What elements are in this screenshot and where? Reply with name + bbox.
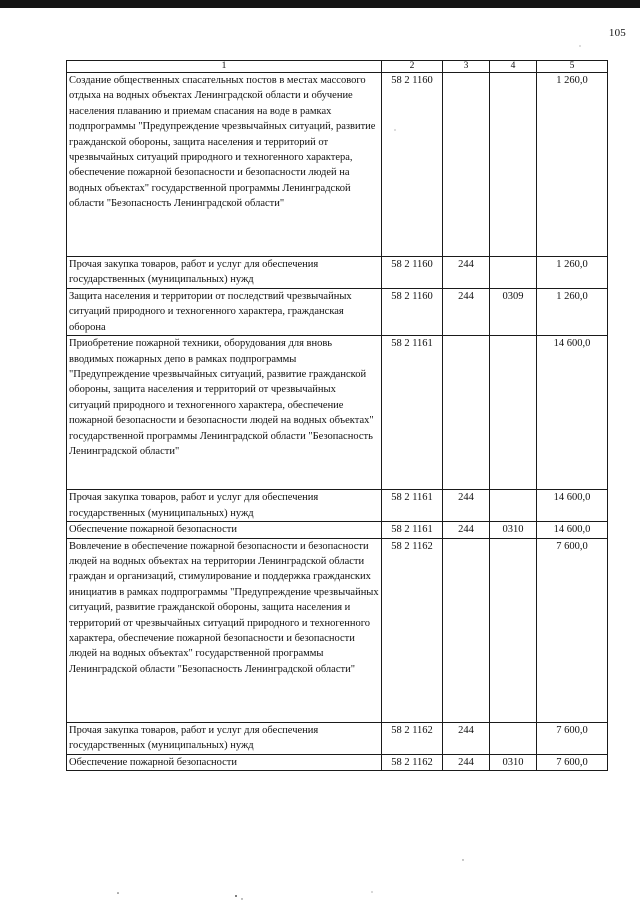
amount-value: 7 600,0 (537, 722, 608, 754)
row-description: Приобретение пожарной техники, оборудования для вновь вводимых пожарных депо в рамках подпрограммы "Предупреждение чрезвычайных ситуаций, развитие гражданской обороны, защита населения и территорий от чрезвычайных ситуаций природного и техногенного характера, обеспечение пожарной безопасности и безопасности людей на водных объектах" государственной программы Ленинградской области "Безопасность Ленинградской области" (67, 336, 382, 490)
section-code: 0310 (490, 754, 537, 770)
row-description: Прочая закупка товаров, работ и услуг для обеспечения государственных (муниципальных) нужд (67, 257, 382, 289)
target-article-code: 58 2 1162 (382, 538, 443, 722)
expense-type-code: 244 (443, 289, 490, 336)
column-header-4: 4 (490, 61, 537, 73)
amount-value: 7 600,0 (537, 538, 608, 722)
target-article-code: 58 2 1160 (382, 73, 443, 257)
expense-type-code: 244 (443, 754, 490, 770)
column-header-5: 5 (537, 61, 608, 73)
target-article-code: 58 2 1162 (382, 722, 443, 754)
amount-value: 1 260,0 (537, 289, 608, 336)
expense-type-code: 244 (443, 522, 490, 538)
target-article-code: 58 2 1161 (382, 490, 443, 522)
row-description: Защита населения и территории от последствий чрезвычайных ситуаций природного и техногенного характера, гражданская оборона (67, 289, 382, 336)
row-description: Прочая закупка товаров, работ и услуг для обеспечения государственных (муниципальных) нужд (67, 490, 382, 522)
amount-value: 14 600,0 (537, 522, 608, 538)
row-description: Обеспечение пожарной безопасности (67, 522, 382, 538)
section-code: 0309 (490, 289, 537, 336)
amount-value: 14 600,0 (537, 490, 608, 522)
row-description: Вовлечение в обеспечение пожарной безопасности и безопасности людей на водных объектах на территории Ленинградской области граждан и организаций, стимулирование и поддержка гражданских инициатив в рамках подпрограммы "Предупреждение чрезвычайных ситуаций, развитие гражданской обороны, защита населения и территорий от чрезвычайных ситуаций природного и техногенного характера, обеспечение пожарной безопасности и безопасности людей на водных объектах" государственной программы Ленинградской области "Безопасность Ленинградской области" (67, 538, 382, 722)
amount-value: 14 600,0 (537, 336, 608, 490)
target-article-code: 58 2 1162 (382, 754, 443, 770)
target-article-code: 58 2 1160 (382, 257, 443, 289)
target-article-code: 58 2 1161 (382, 522, 443, 538)
amount-value: 7 600,0 (537, 754, 608, 770)
page-number: 105 (608, 27, 626, 39)
column-header-3: 3 (443, 61, 490, 73)
expense-type-code: 244 (443, 490, 490, 522)
row-description: Обеспечение пожарной безопасности (67, 754, 382, 770)
amount-value: 1 260,0 (537, 73, 608, 257)
target-article-code: 58 2 1161 (382, 336, 443, 490)
amount-value: 1 260,0 (537, 257, 608, 289)
row-description: Создание общественных спасательных постов в местах массового отдыха на водных объектах Ленинградской области и обучение населения плаванию и приемам спасания на воде в рамках подпрограммы "Предупреждение чрезвычайных ситуаций, развитие гражданской обороны, защита населения и территорий от чрезвычайных ситуаций природного и техногенного характера, обеспечение пожарной безопасности и безопасности людей на водных объектах" государственной программы Ленинградской области "Безопасность Ленинградской области" (67, 73, 382, 257)
column-header-2: 2 (382, 61, 443, 73)
expense-type-code: 244 (443, 722, 490, 754)
row-description: Прочая закупка товаров, работ и услуг для обеспечения государственных (муниципальных) нужд (67, 722, 382, 754)
section-code: 0310 (490, 522, 537, 538)
target-article-code: 58 2 1160 (382, 289, 443, 336)
column-header-1: 1 (67, 61, 382, 73)
expense-type-code: 244 (443, 257, 490, 289)
